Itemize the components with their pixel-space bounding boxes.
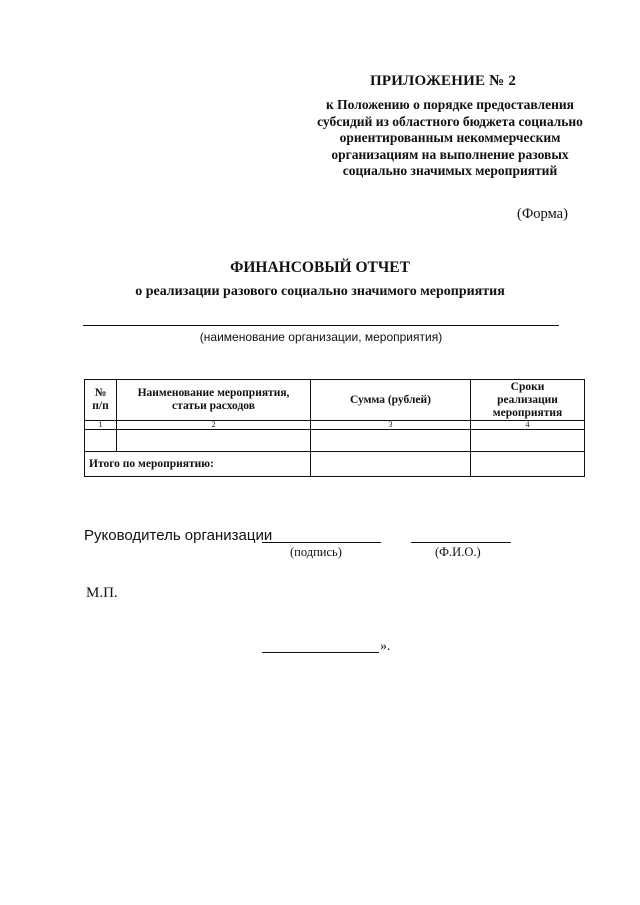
column-number: 2: [117, 421, 311, 430]
appendix-line: ориентированным некоммерческим: [339, 130, 561, 145]
full-name-caption: (Ф.И.О.): [435, 545, 481, 559]
table-row: [85, 430, 585, 452]
appendix-line: к Положению о порядке предоставления: [326, 97, 574, 112]
total-label: Итого по мероприятию:: [85, 452, 311, 477]
column-number: 4: [471, 421, 585, 430]
appendix-title: ПРИЛОЖЕНИЕ № 2: [370, 73, 517, 89]
total-deadlines-cell: [471, 452, 585, 477]
table-cell: [311, 430, 471, 452]
total-row: [85, 452, 585, 477]
header-amount: Сумма (рублей): [311, 380, 471, 421]
appendix-line: социально значимых мероприятий: [342, 163, 558, 178]
table-header-row: [85, 380, 585, 421]
table-cell: [117, 430, 311, 452]
director-label: Руководитель организации: [84, 527, 273, 544]
signature-caption: (подпись): [290, 545, 342, 559]
report-title: ФИНАНСОВЫЙ ОТЧЕТ: [230, 259, 410, 276]
column-number: 3: [311, 421, 471, 430]
table-cell: [471, 430, 585, 452]
closing-quote: ».: [380, 639, 391, 654]
header-number: № п/п: [85, 380, 117, 421]
date-line: [262, 652, 379, 653]
total-amount-cell: [311, 452, 471, 477]
table-cell: [85, 430, 117, 452]
full-name-line: [411, 542, 511, 543]
report-subtitle: о реализации разового социально значимого мероприятия: [135, 284, 505, 299]
appendix-line: субсидий из областного бюджета социально: [317, 113, 583, 129]
signature-line: [262, 542, 381, 543]
form-label: (Форма): [517, 206, 568, 222]
organization-name-caption: (наименование организации, мероприятия): [199, 330, 443, 344]
header-deadlines: Сроки реализации мероприятия: [471, 380, 585, 421]
organization-name-line: [83, 325, 559, 326]
column-number-row: [85, 421, 585, 430]
stamp-placeholder: М.П.: [86, 585, 118, 601]
appendix-description: [300, 97, 600, 180]
appendix-line: организациям на выполнение разовых: [331, 146, 569, 162]
financial-report-table: [84, 379, 585, 477]
column-number: 1: [85, 421, 117, 430]
header-activity-name: Наименование мероприятия, статьи расходов: [117, 380, 311, 421]
